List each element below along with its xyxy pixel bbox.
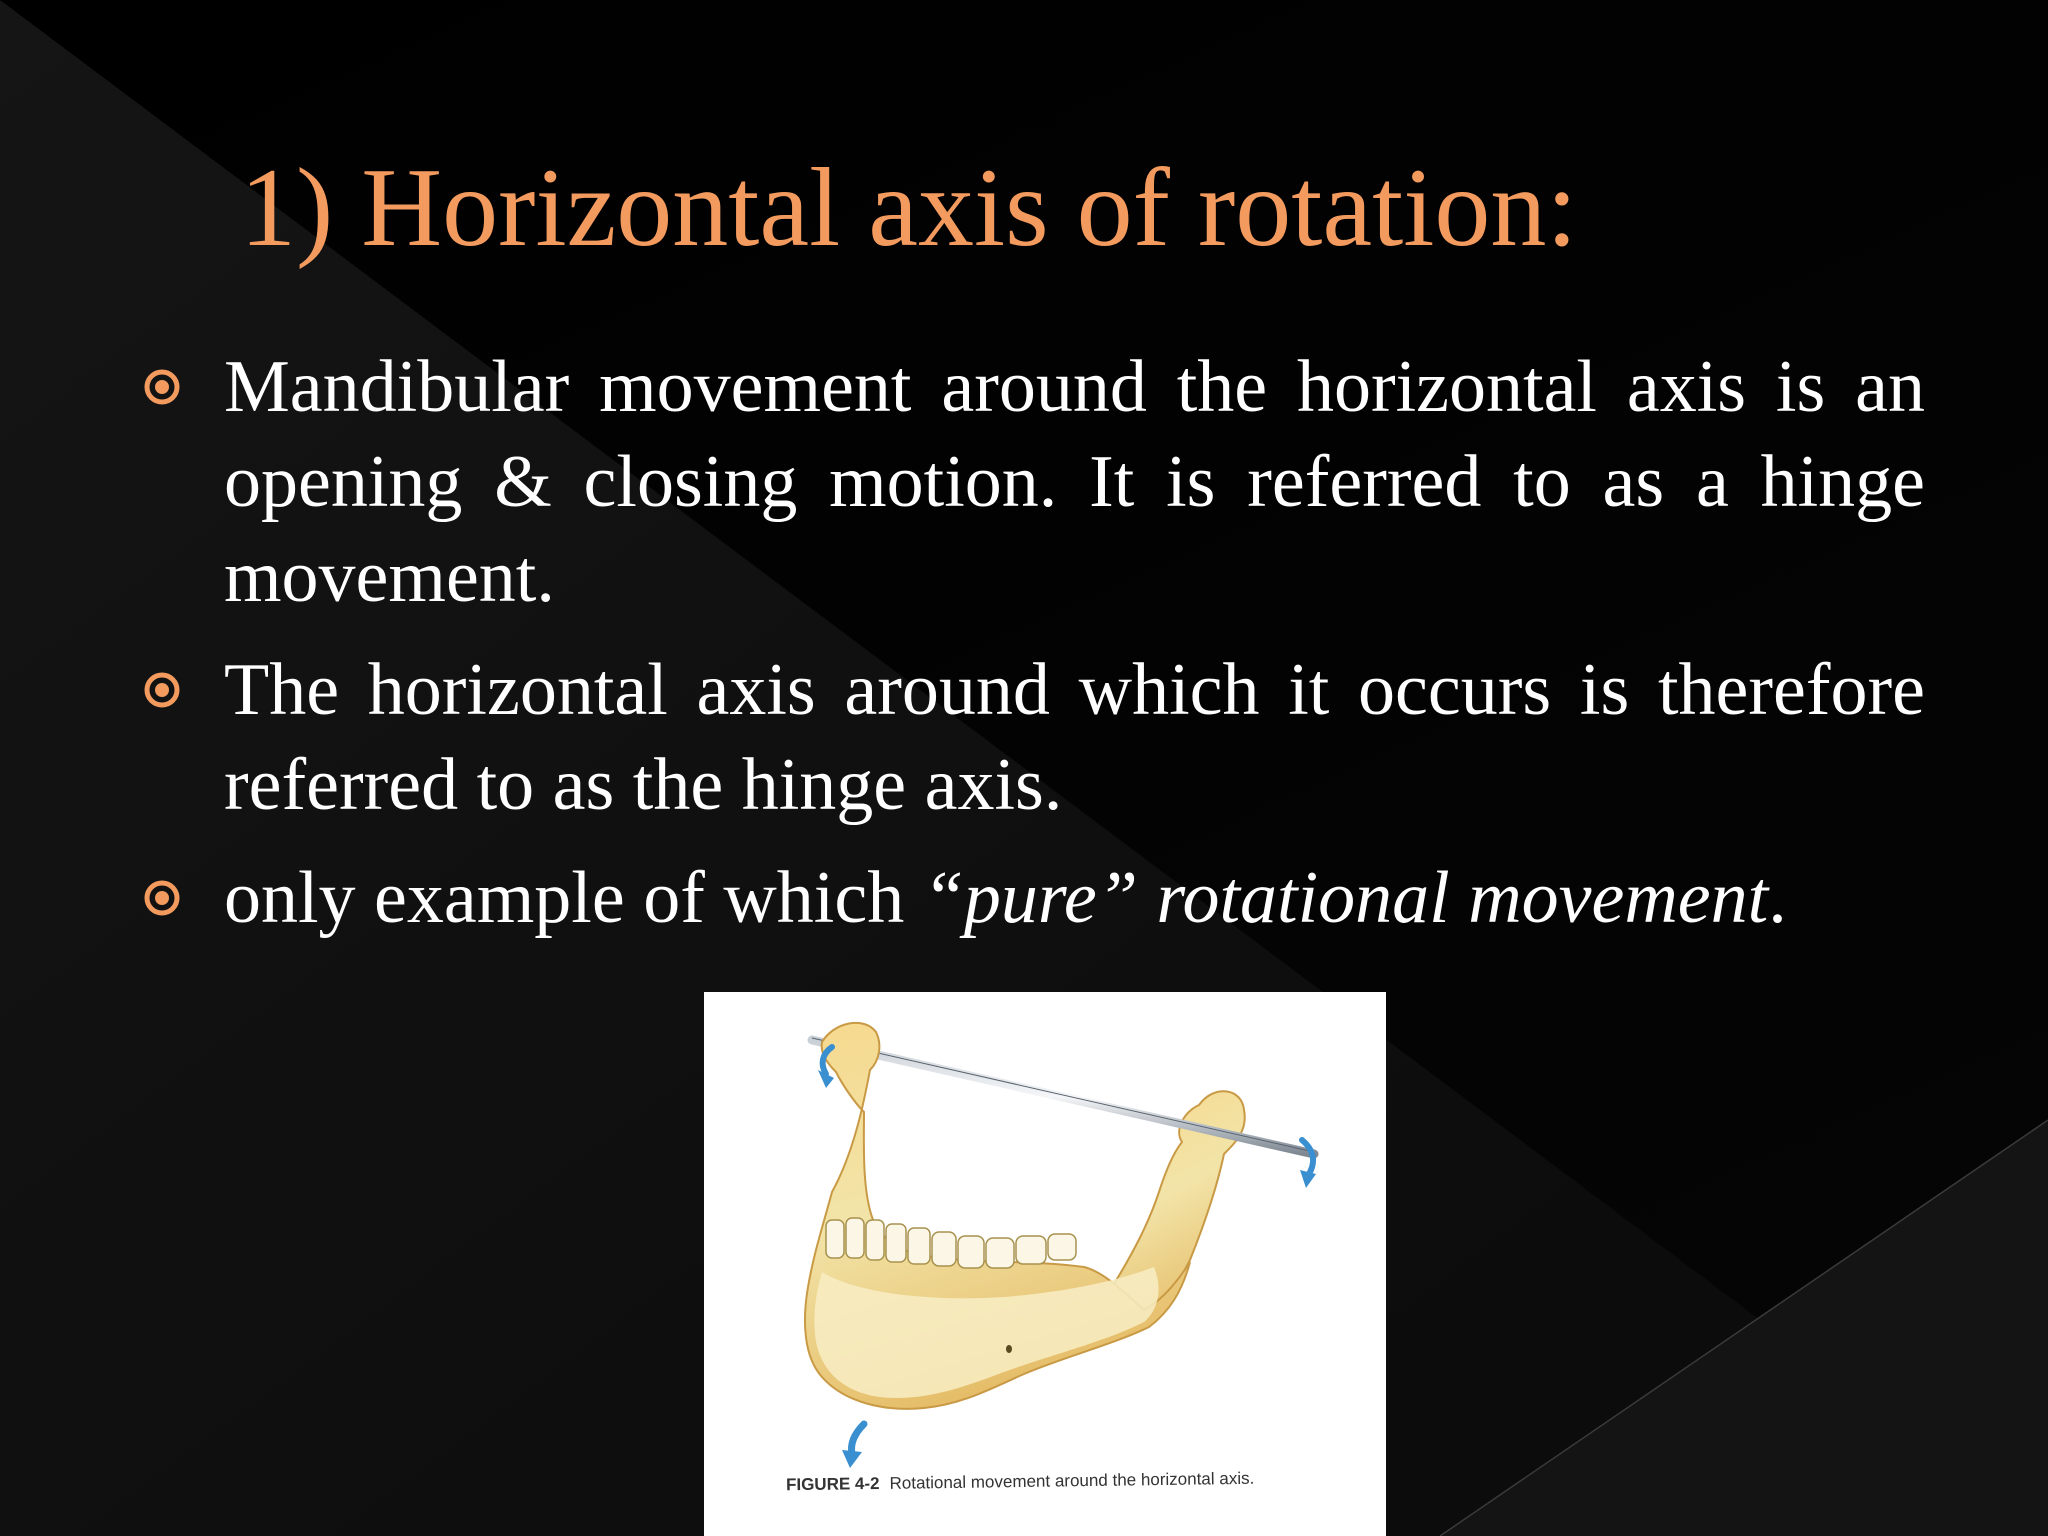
figure-caption-label: FIGURE 4-2: [785, 1473, 880, 1495]
slide-title: 1) Horizontal axis of rotation:: [240, 146, 1578, 270]
bullet-item: [140, 643, 1925, 833]
circle-bullet-icon: [142, 878, 182, 918]
bullet-item: [140, 851, 1925, 946]
circle-bullet-icon: [142, 367, 182, 407]
bullet-text: Mandibular movement around the horizontal axis is an opening & closing motion. It is referred to as a hinge movement.: [224, 346, 1925, 618]
bullet-text: The horizontal axis around which it occurs is therefore referred to as the hinge axis.: [224, 649, 1925, 826]
bullet-list: [140, 340, 1925, 964]
figure-caption-text: Rotational movement around the horizontal axis.: [889, 1468, 1255, 1493]
bullet-emphasis: “pure” rotational movement: [922, 857, 1769, 939]
mandible-illustration: [704, 992, 1386, 1536]
circle-bullet-icon: [142, 670, 182, 710]
bullet-text-suffix: .: [1768, 857, 1787, 939]
figure-image: [704, 992, 1386, 1536]
bullet-text-prefix: only example of which: [224, 857, 923, 939]
bullet-item: [140, 340, 1925, 625]
